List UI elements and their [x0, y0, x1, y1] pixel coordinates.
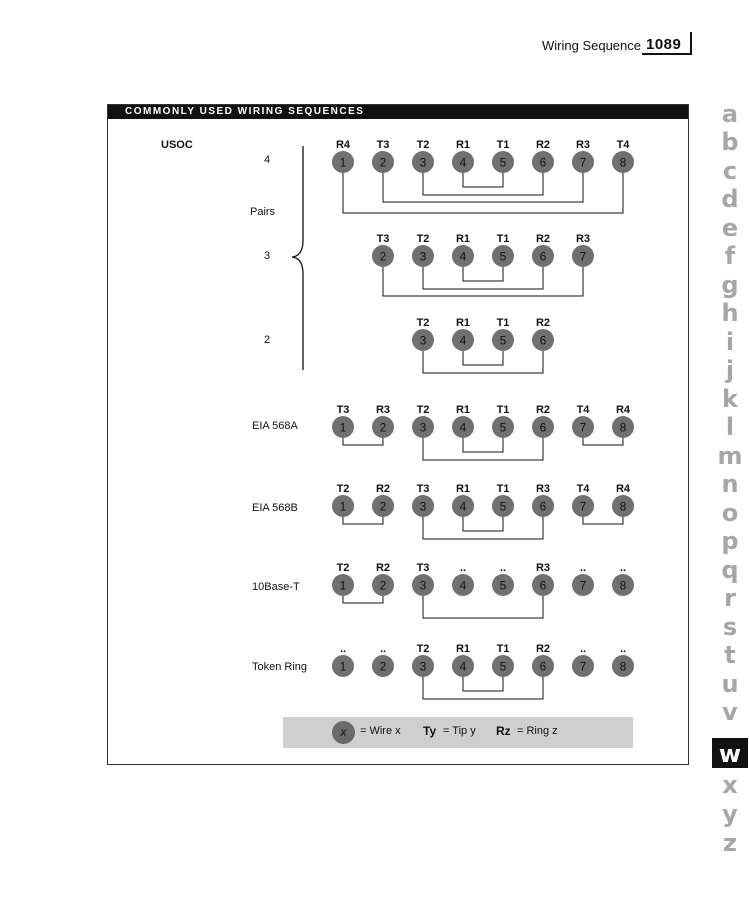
- 10base-t-bridge-3-6: [423, 596, 543, 618]
- eia-568a-pin-number-5: 5: [499, 420, 507, 435]
- usoc-3-pairs-pin-label-6: R2: [535, 233, 551, 245]
- usoc-2-pairs-pin-label-3: T2: [416, 317, 430, 329]
- eia-568a-pin-number-6: 6: [539, 420, 547, 435]
- usoc-3-pairs-pin-number-2: 2: [379, 249, 387, 264]
- usoc-4-pairs-pin-label-1: R4: [335, 139, 351, 151]
- token-ring-pin-label-5: T1: [496, 643, 510, 655]
- eia-568a-pin-number-4: 4: [459, 420, 467, 435]
- eia-568b-pin-number-8: 8: [619, 499, 627, 514]
- 10base-t-pin-number-4: 4: [459, 578, 467, 593]
- thumb-index-letter-t[interactable]: t: [724, 641, 736, 669]
- 10base-t-pin-label-7: ..: [579, 562, 587, 574]
- 10base-t-pin-number-8: 8: [619, 578, 627, 593]
- thumb-index-letter-u[interactable]: u: [721, 670, 739, 698]
- token-ring-pin-number-8: 8: [619, 659, 627, 674]
- token-ring-pin-number-4: 4: [459, 659, 467, 674]
- eia-568a-pin-label-4: R1: [455, 404, 471, 416]
- thumb-index-letter-b[interactable]: b: [721, 128, 739, 156]
- usoc-3-pairs-pin-number-5: 5: [499, 249, 507, 264]
- eia-568b-bridge-4-5: [463, 517, 503, 531]
- eia-568a-pin-number-2: 2: [379, 420, 387, 435]
- token-ring-pin-label-8: ..: [619, 643, 627, 655]
- thumb-index-letter-h[interactable]: h: [721, 299, 739, 327]
- page-number: 1089: [646, 36, 682, 53]
- usoc-4-pairs-bridge-4-5: [463, 173, 503, 187]
- 10base-t-pin-number-5: 5: [499, 578, 507, 593]
- token-ring-pin-label-6: R2: [535, 643, 551, 655]
- usoc-3-pairs-pin-label-2: T3: [376, 233, 390, 245]
- 10base-t-pin-label-1: T2: [336, 562, 350, 574]
- eia-568b-bridge-7-8: [583, 517, 623, 524]
- thumb-index-letter-z[interactable]: z: [723, 829, 737, 857]
- legend-wire-text: = Wire x: [360, 725, 401, 737]
- usoc-2-pairs-pin-number-6: 6: [539, 333, 547, 348]
- pair-count-4: 4: [264, 154, 271, 166]
- token-ring-pin-label-4: R1: [455, 643, 471, 655]
- 10base-t-pin-label-3: T3: [416, 562, 430, 574]
- token-ring-pin-label-2: ..: [379, 643, 387, 655]
- usoc-2-pairs-pin-number-5: 5: [499, 333, 507, 348]
- token-ring-pin-label-7: ..: [579, 643, 587, 655]
- eia-568a-pin-label-7: T4: [576, 404, 590, 416]
- thumb-index-letter-x[interactable]: x: [722, 771, 738, 799]
- eia-568b-pin-number-5: 5: [499, 499, 507, 514]
- sequence-label-token-ring: Token Ring: [252, 661, 308, 673]
- 10base-t-pin-label-4: ..: [459, 562, 467, 574]
- eia-568b-pin-label-4: R1: [455, 483, 471, 495]
- thumb-index-letter-e[interactable]: e: [721, 214, 739, 242]
- thumb-index-letter-a[interactable]: a: [721, 100, 739, 128]
- thumb-index-letter-n[interactable]: n: [721, 470, 739, 498]
- usoc-3-pairs-bridge-4-5: [463, 267, 503, 281]
- running-header-title: Wiring Sequence: [542, 38, 641, 53]
- thumb-index-letter-l[interactable]: l: [725, 413, 735, 441]
- eia-568a-pin-label-1: T3: [336, 404, 350, 416]
- usoc-3-pairs-pin-number-4: 4: [459, 249, 467, 264]
- 10base-t-pin-number-1: 1: [339, 578, 347, 593]
- legend-tip-symbol: Ty: [423, 724, 437, 738]
- eia-568a-bridge-1-2: [343, 438, 383, 445]
- thumb-index-letter-m[interactable]: m: [717, 442, 743, 470]
- 10base-t-pin-label-2: R2: [375, 562, 391, 574]
- sequence-label-10baset: 10Base-T: [252, 581, 300, 593]
- usoc-3-pairs-pin-label-7: R3: [575, 233, 591, 245]
- usoc-label: USOC: [161, 139, 193, 151]
- thumb-index-letter-c[interactable]: c: [722, 157, 738, 185]
- usoc-4-pairs-pin-label-5: T1: [496, 139, 510, 151]
- usoc-2-pairs-pin-label-5: T1: [496, 317, 510, 329]
- usoc-4-pairs-pin-label-6: R2: [535, 139, 551, 151]
- eia-568b-pin-label-5: T1: [496, 483, 510, 495]
- token-ring-pin-number-1: 1: [339, 659, 347, 674]
- usoc-3-pairs-pin-label-3: T2: [416, 233, 430, 245]
- 10base-t-pin-number-3: 3: [419, 578, 427, 593]
- 10base-t-bridge-1-2: [343, 596, 383, 603]
- eia-568b-pin-number-3: 3: [419, 499, 427, 514]
- legend-tip-text: = Tip y: [443, 725, 476, 737]
- eia-568a-pin-label-5: T1: [496, 404, 510, 416]
- eia-568b-pin-label-6: R3: [535, 483, 551, 495]
- legend-ring-text: = Ring z: [517, 725, 558, 737]
- token-ring-pin-number-5: 5: [499, 659, 507, 674]
- token-ring-pin-label-1: ..: [339, 643, 347, 655]
- usoc-4-pairs-pin-number-3: 3: [419, 155, 427, 170]
- 10base-t-pin-label-6: R3: [535, 562, 551, 574]
- usoc-4-pairs-pin-label-7: R3: [575, 139, 591, 151]
- usoc-4-pairs-pin-label-8: T4: [616, 139, 630, 151]
- eia-568a-bridge-7-8: [583, 438, 623, 445]
- eia-568b-bridge-1-2: [343, 517, 383, 524]
- thumb-index-letter-s[interactable]: s: [722, 613, 738, 641]
- usoc-4-pairs-bridge-3-6: [423, 173, 543, 195]
- usoc-3-pairs-pin-label-4: R1: [455, 233, 471, 245]
- usoc-2-pairs-pin-number-4: 4: [459, 333, 467, 348]
- thumb-index-letter-r[interactable]: r: [724, 584, 736, 612]
- usoc-4-pairs-pin-number-7: 7: [579, 155, 587, 170]
- usoc-4-pairs-pin-label-3: T2: [416, 139, 430, 151]
- usoc-4-pairs-bridge-1-8: [343, 173, 623, 213]
- eia-568b-pin-number-7: 7: [579, 499, 587, 514]
- usoc-4-pairs-pin-label-4: R1: [455, 139, 471, 151]
- eia-568b-pin-label-3: T3: [416, 483, 430, 495]
- thumb-index-letter-o[interactable]: o: [721, 499, 739, 527]
- legend-ring-symbol: Rz: [496, 724, 511, 738]
- sequence-label-eia568a: EIA 568A: [252, 420, 298, 432]
- usoc-3-pairs-bridge-3-6: [423, 267, 543, 289]
- token-ring-pin-label-3: T2: [416, 643, 430, 655]
- thumb-index-letter-v[interactable]: v: [722, 698, 738, 726]
- eia-568a-pin-number-1: 1: [339, 420, 347, 435]
- eia-568b-pin-label-2: R2: [375, 483, 391, 495]
- usoc-4-pairs-pin-number-4: 4: [459, 155, 467, 170]
- thumb-index-letter-p[interactable]: p: [721, 527, 739, 555]
- token-ring-bridge-4-5: [463, 677, 503, 691]
- usoc-4-pairs-pin-number-6: 6: [539, 155, 547, 170]
- thumb-index-letter-d[interactable]: d: [721, 185, 739, 213]
- eia-568a-pin-number-8: 8: [619, 420, 627, 435]
- 10base-t-pin-number-2: 2: [379, 578, 387, 593]
- thumb-index-letter-w[interactable]: w: [718, 740, 742, 768]
- 10base-t-pin-number-6: 6: [539, 578, 547, 593]
- usoc-4-pairs-pin-number-2: 2: [379, 155, 387, 170]
- eia-568b-pin-label-8: R4: [615, 483, 631, 495]
- thumb-index-letter-y[interactable]: y: [722, 800, 738, 828]
- 10base-t-pin-number-7: 7: [579, 578, 587, 593]
- usoc-2-pairs-pin-number-3: 3: [419, 333, 427, 348]
- usoc-4-pairs-pin-number-8: 8: [619, 155, 627, 170]
- thumb-index-letter-i[interactable]: i: [725, 328, 735, 356]
- eia-568a-pin-label-6: R2: [535, 404, 551, 416]
- 10base-t-pin-label-5: ..: [499, 562, 507, 574]
- token-ring-pin-number-7: 7: [579, 659, 587, 674]
- thumb-index-letter-f[interactable]: f: [724, 242, 736, 270]
- usoc-2-pairs-bridge-4-5: [463, 351, 503, 365]
- eia-568a-bridge-4-5: [463, 438, 503, 452]
- eia-568a-bridge-3-6: [423, 438, 543, 460]
- eia-568a-pin-number-7: 7: [579, 420, 587, 435]
- eia-568b-bridge-3-6: [423, 517, 543, 539]
- usoc-3-pairs-pin-number-6: 6: [539, 249, 547, 264]
- usoc-4-pairs-pin-number-5: 5: [499, 155, 507, 170]
- token-ring-pin-number-6: 6: [539, 659, 547, 674]
- eia-568a-pin-label-2: R3: [375, 404, 391, 416]
- eia-568a-pin-label-3: T2: [416, 404, 430, 416]
- panel-title-bar: COMMONLY USED WIRING SEQUENCES: [108, 105, 688, 119]
- usoc-3-pairs-pin-number-3: 3: [419, 249, 427, 264]
- eia-568b-pin-number-1: 1: [339, 499, 347, 514]
- 10base-t-pin-label-8: ..: [619, 562, 627, 574]
- sequence-label-eia568b: EIA 568B: [252, 502, 298, 514]
- legend-box: [283, 717, 633, 748]
- usoc-4-pairs-pin-number-1: 1: [339, 155, 347, 170]
- token-ring-pin-number-3: 3: [419, 659, 427, 674]
- eia-568a-pin-label-8: R4: [615, 404, 631, 416]
- eia-568b-pin-number-2: 2: [379, 499, 387, 514]
- pair-count-2: 2: [264, 334, 271, 346]
- usoc-2-pairs-bridge-3-6: [423, 351, 543, 373]
- legend-wire-circle: x: [332, 721, 355, 744]
- eia-568b-pin-number-4: 4: [459, 499, 467, 514]
- usoc-brace: [292, 146, 303, 370]
- thumb-index-letter-j[interactable]: j: [725, 356, 735, 384]
- eia-568b-pin-label-7: T4: [576, 483, 590, 495]
- eia-568b-pin-number-6: 6: [539, 499, 547, 514]
- eia-568a-pin-number-3: 3: [419, 420, 427, 435]
- pair-count-3: 3: [264, 250, 271, 262]
- usoc-3-pairs-pin-number-7: 7: [579, 249, 587, 264]
- thumb-index-letter-g[interactable]: g: [721, 271, 739, 299]
- token-ring-bridge-3-6: [423, 677, 543, 699]
- eia-568b-pin-label-1: T2: [336, 483, 350, 495]
- token-ring-pin-number-2: 2: [379, 659, 387, 674]
- usoc-2-pairs-pin-label-4: R1: [455, 317, 471, 329]
- thumb-index-letter-q[interactable]: q: [721, 556, 739, 584]
- usoc-4-pairs-pin-label-2: T3: [376, 139, 390, 151]
- usoc-3-pairs-pin-label-5: T1: [496, 233, 510, 245]
- thumb-index-letter-k[interactable]: k: [722, 385, 738, 413]
- pairs-label: Pairs: [250, 206, 276, 218]
- usoc-2-pairs-pin-label-6: R2: [535, 317, 551, 329]
